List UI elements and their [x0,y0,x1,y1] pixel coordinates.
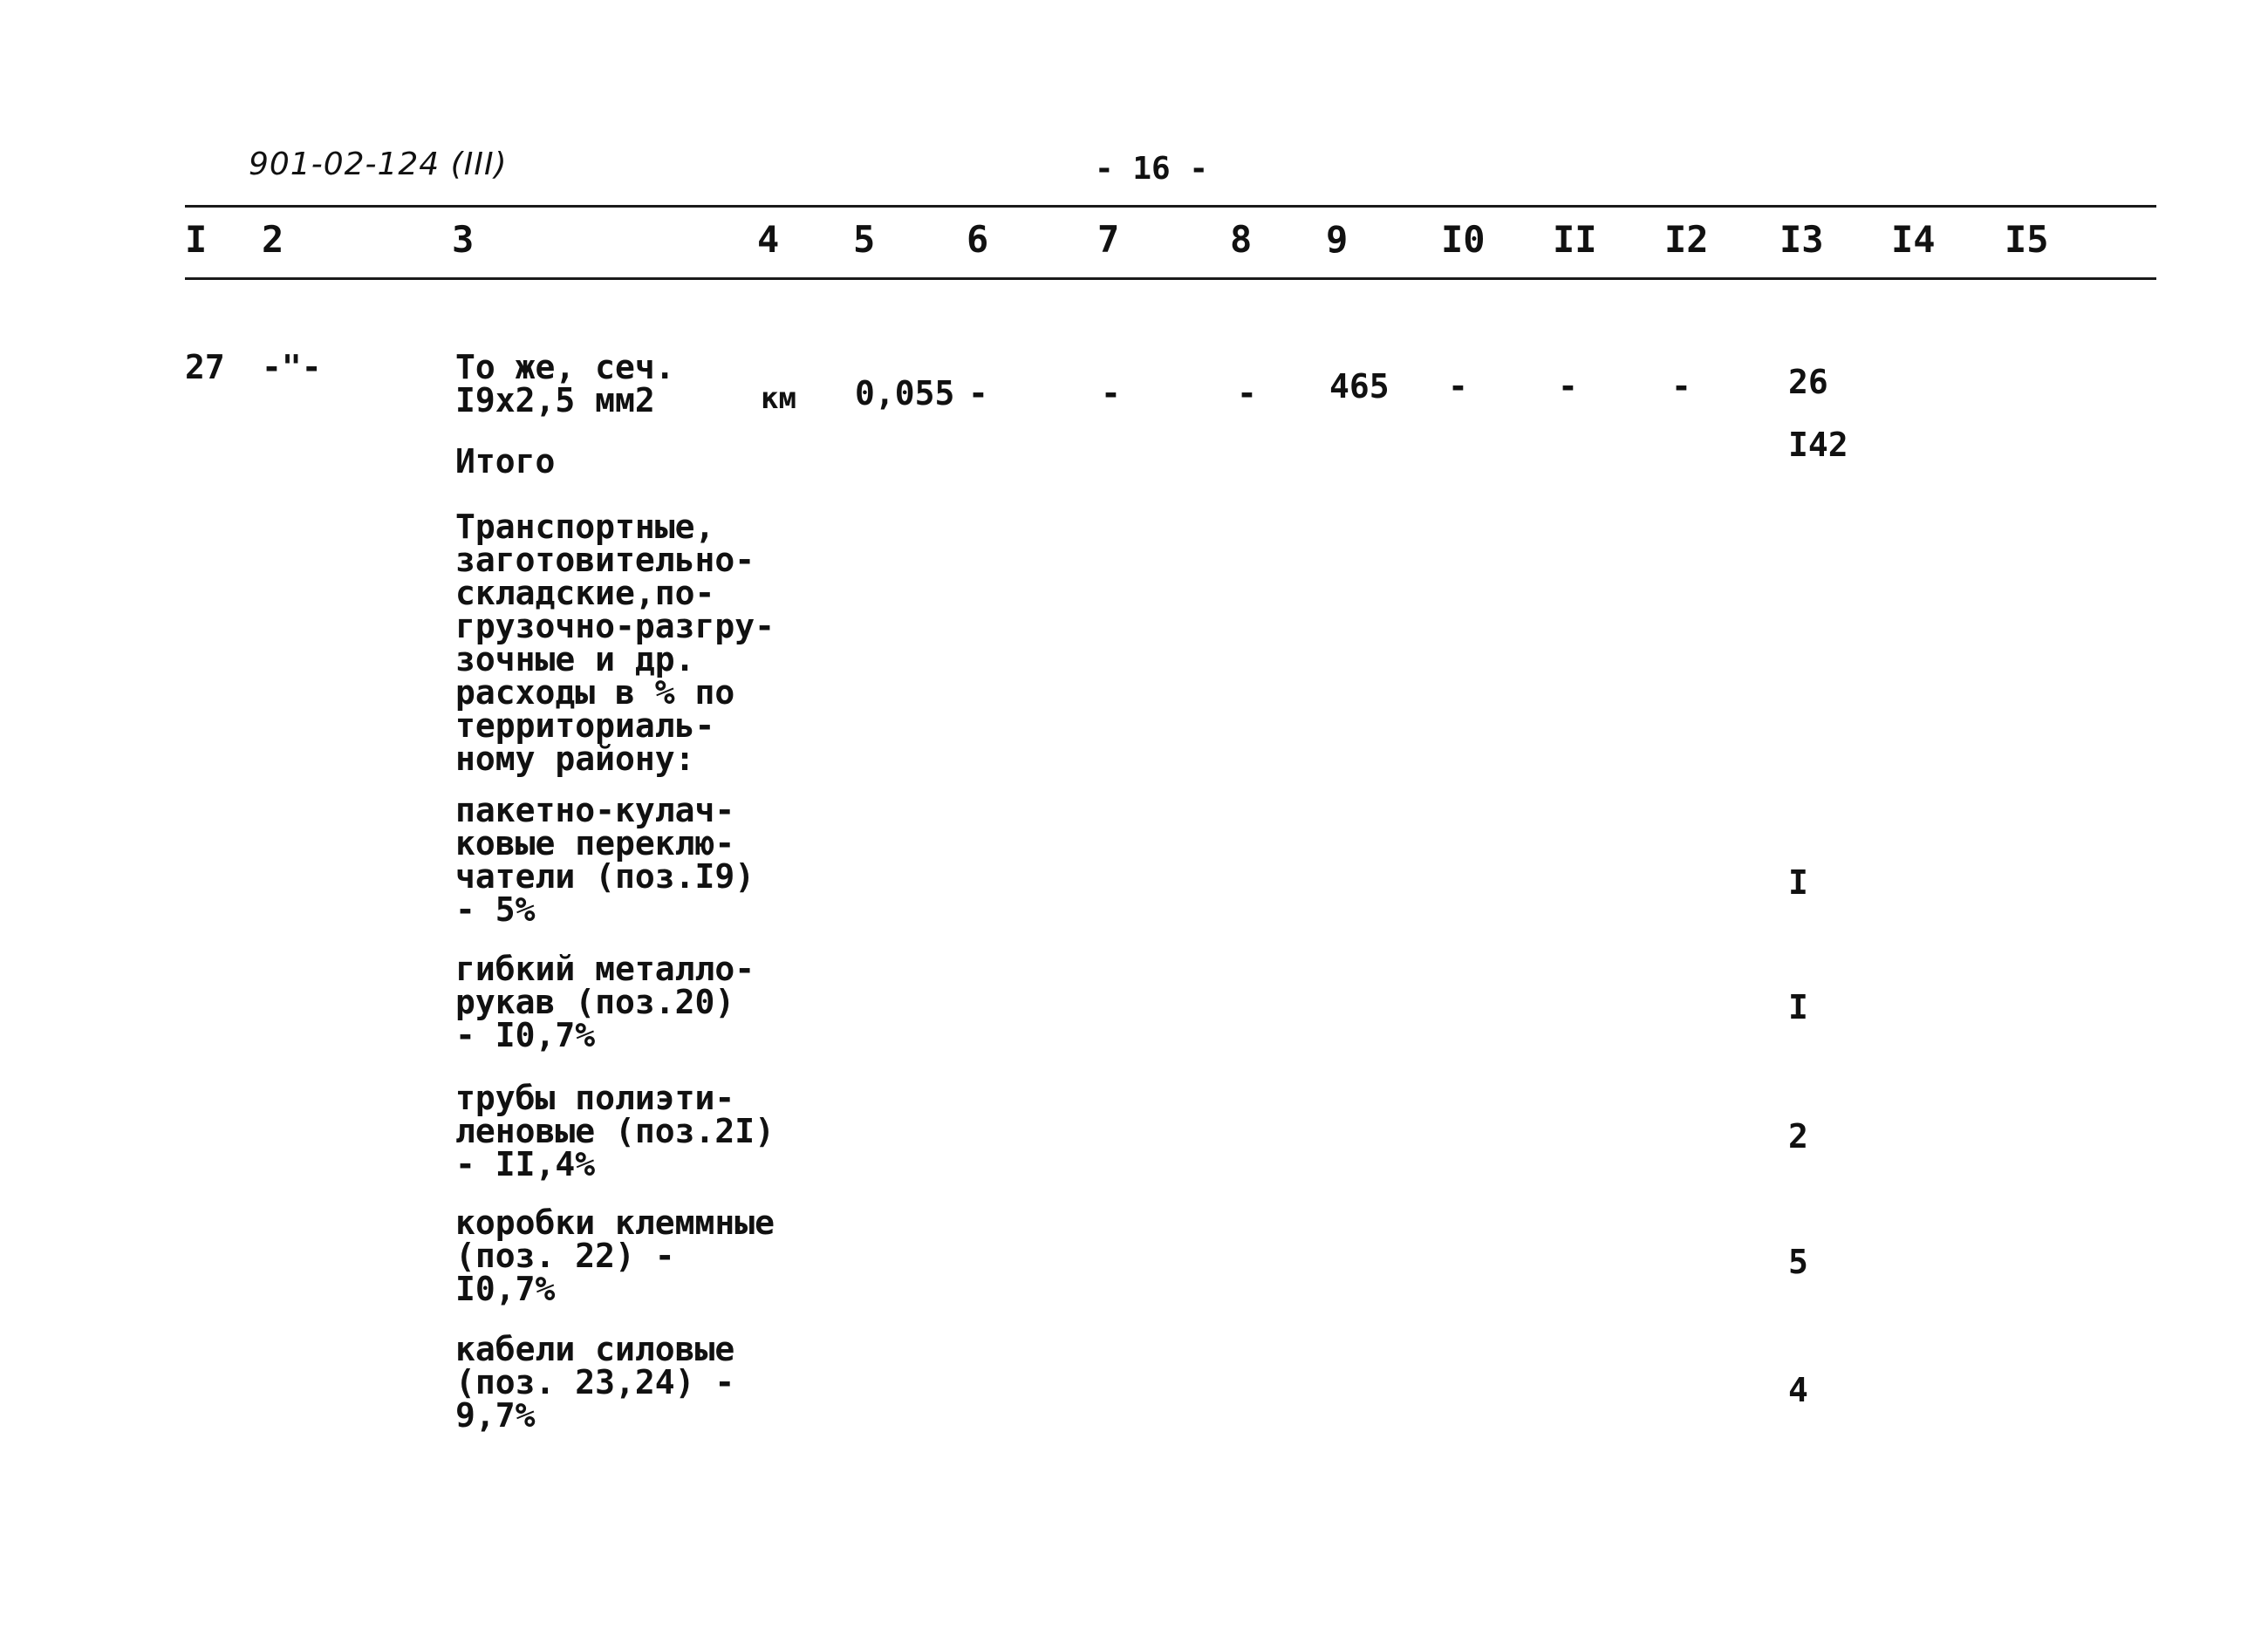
item-description: пакетно-кулач- ковые переклю- чатели (поз.I9) - 5% [455,791,755,929]
item-value: I [1788,863,1808,902]
page-number: - 16 - [1095,151,1209,187]
item-value: 4 [1788,1371,1808,1409]
column-number-5: 5 [853,218,876,261]
column-number-10: I0 [1441,218,1486,261]
row-col6: - [968,374,988,412]
transport-costs-label: Транспортные, заготовительно- складские,по- грузочно-разгру- зочные и др. расходы в % по территориаль- ному району: [455,508,775,778]
item-description: коробки клеммные (поз. 22) - I0,7% [455,1203,775,1308]
row-col10: - [1448,367,1468,406]
row-col11: - [1558,367,1578,406]
total-value: I42 [1788,426,1848,464]
document-code: 901-02-124 (III) [249,147,508,182]
row-col7: - [1101,374,1121,412]
column-number-4: 4 [757,218,780,261]
column-number-3: 3 [452,218,475,261]
header-rule-top [185,205,2156,208]
row-unit: км [761,381,796,416]
item-value: I [1788,988,1808,1026]
row-col12: - [1671,367,1691,406]
row-number: 27 [185,348,225,386]
column-number-13: I3 [1780,218,1824,261]
item-value: 2 [1788,1117,1808,1156]
row-col13: 26 [1788,363,1828,401]
header-rule-bottom [185,277,2156,280]
column-number-7: 7 [1097,218,1120,261]
column-number-1: I [185,218,208,261]
column-number-8: 8 [1230,218,1253,261]
row-col8: - [1237,374,1257,412]
item-description: трубы полиэти- леновые (поз.2I) - II,4% [455,1079,775,1183]
column-number-9: 9 [1326,218,1349,261]
total-label: Итого [455,442,556,481]
column-number-6: 6 [967,218,989,261]
row-description: То же, сеч. I9х2,5 мм2 [455,348,675,419]
item-value: 5 [1788,1243,1808,1281]
column-number-15: I5 [2005,218,2049,261]
row-code: -"- [262,348,322,386]
item-description: кабели силовые (поз. 23,24) - 9,7% [455,1330,735,1435]
item-description: гибкий металло- рукав (поз.20) - I0,7% [455,950,755,1054]
column-number-14: I4 [1891,218,1936,261]
column-number-12: I2 [1664,218,1709,261]
column-number-2: 2 [262,218,284,261]
row-quantity: 0,055 [855,374,955,412]
column-number-11: II [1553,218,1597,261]
row-col9: 465 [1329,367,1390,406]
